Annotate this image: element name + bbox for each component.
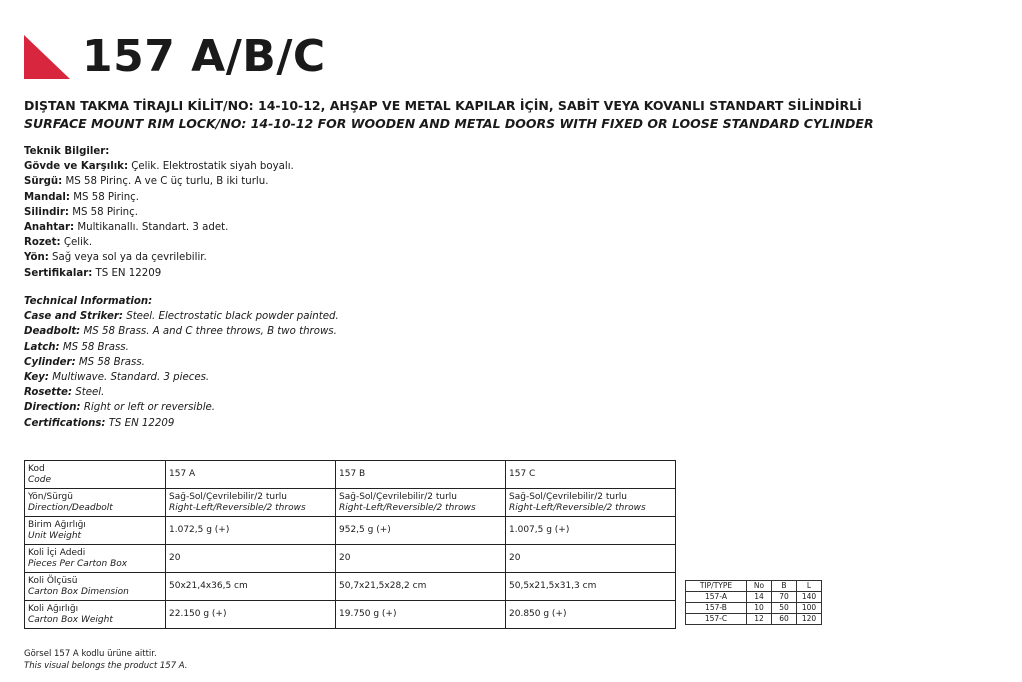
spec-label: Yön: — [24, 252, 49, 264]
spec-line — [24, 340, 339, 355]
cell-text: 157 C — [509, 469, 536, 479]
spec-line — [24, 174, 294, 189]
cell-text: 20 — [509, 553, 521, 563]
cell-text: 50x21,4x36,5 cm — [169, 581, 248, 591]
spec-line — [24, 400, 339, 415]
dims-cell: 12 — [747, 614, 772, 625]
cell-text: Sağ-Sol/Çevrilebilir/2 turlu — [169, 491, 287, 502]
spec-label: Gövde ve Karşılık: — [24, 161, 129, 173]
table-cell — [336, 489, 506, 517]
spec-value: Çelik. — [60, 237, 93, 249]
dims-cell: 70 — [772, 592, 797, 603]
table-row — [25, 517, 676, 545]
spec-value: Steel. Electrostatic black powder painted. — [122, 311, 339, 323]
technical-specs-tr — [24, 144, 294, 281]
cell-text: 20 — [169, 553, 181, 563]
table-cell — [506, 601, 676, 629]
dims-cell: B — [772, 581, 797, 592]
image-footnote — [24, 648, 187, 672]
row-label-tr: Kod — [28, 463, 45, 474]
row-label-en: Direction/Deadbolt — [28, 502, 113, 513]
cell-text: 50,7x21,5x28,2 cm — [339, 581, 427, 591]
spec-value: MS 58 Brass. A and C three throws, B two throws. — [80, 326, 337, 338]
spec-value: TS EN 12209 — [92, 267, 162, 279]
table-cell — [336, 461, 506, 489]
row-label-en: Pieces Per Carton Box — [28, 558, 128, 569]
spec-line — [24, 205, 294, 220]
spec-label: Cylinder: — [24, 356, 76, 368]
spec-line — [24, 324, 339, 339]
cell-text: Right-Left/Reversible/2 throws — [339, 502, 476, 513]
table-cell — [506, 545, 676, 573]
spec-value: MS 58 Pirinç. A ve C üç turlu, B iki turlu. — [62, 176, 269, 188]
dims-cell: 157-C — [686, 614, 747, 625]
spec-label: Deadbolt: — [24, 326, 81, 338]
table-cell — [506, 573, 676, 601]
table-cell — [336, 573, 506, 601]
cell-text: 22.150 g (+) — [169, 609, 227, 619]
specs-heading: Technical Information: — [24, 296, 153, 307]
row-label — [25, 545, 166, 573]
dims-row — [686, 614, 822, 625]
cell-text: 20 — [339, 553, 351, 563]
spec-label: Rosette: — [24, 387, 73, 399]
cell-text: 19.750 g (+) — [339, 609, 397, 619]
product-description-tr: DIŞTAN TAKMA TİRAJLI KİLİT/NO: 14-10-12, AHŞAP VE METAL KAPILAR İÇİN, SABİT VEYA KOVANLI STANDART SİLİNDİRLİ — [24, 98, 862, 113]
spec-line — [24, 385, 339, 400]
row-label — [25, 461, 166, 489]
spec-line — [24, 159, 294, 174]
cell-text: 952,5 g (+) — [339, 525, 391, 535]
spec-label: Certifications: — [24, 417, 106, 429]
table-cell — [336, 545, 506, 573]
dims-cell: 14 — [747, 592, 772, 603]
spec-label: Mandal: — [24, 191, 70, 203]
dims-cell: 140 — [797, 592, 822, 603]
dims-cell: 120 — [797, 614, 822, 625]
spec-line — [24, 355, 339, 370]
table-cell — [166, 517, 336, 545]
product-description-en: SURFACE MOUNT RIM LOCK/NO: 14-10-12 FOR WOODEN AND METAL DOORS WITH FIXED OR LOOSE STANDARD CYLINDER — [24, 116, 874, 131]
row-label-tr: Yön/Sürgü — [28, 491, 73, 502]
spec-label: Case and Striker: — [24, 311, 123, 323]
spec-label: Sürgü: — [24, 176, 63, 188]
table-cell — [506, 489, 676, 517]
spec-line — [24, 309, 339, 324]
product-specs-table — [24, 460, 676, 629]
cell-text: 157 A — [169, 469, 196, 479]
row-label — [25, 601, 166, 629]
table-row — [25, 461, 676, 489]
dims-cell: 60 — [772, 614, 797, 625]
spec-label: Key: — [24, 372, 49, 384]
dims-row — [686, 592, 822, 603]
cell-text: Sağ-Sol/Çevrilebilir/2 turlu — [339, 491, 457, 502]
dims-row — [686, 603, 822, 614]
dims-cell: TIP/TYPE — [686, 581, 747, 592]
row-label-en: Carton Box Weight — [28, 614, 113, 625]
dims-cell: L — [797, 581, 822, 592]
table-row — [25, 573, 676, 601]
table-row — [25, 545, 676, 573]
dims-cell: 50 — [772, 603, 797, 614]
row-label-tr: Koli Ağırlığı — [28, 603, 79, 614]
spec-line — [24, 190, 294, 205]
table-cell — [506, 517, 676, 545]
spec-value: MS 58 Pirinç. — [70, 191, 139, 203]
spec-value: MS 58 Brass. — [75, 356, 145, 368]
dimensions-table — [685, 580, 822, 625]
spec-line — [24, 235, 294, 250]
dims-cell: No — [747, 581, 772, 592]
spec-value: Right or left or reversible. — [80, 402, 216, 414]
dims-cell: 157-A — [686, 592, 747, 603]
technical-specs-en — [24, 294, 339, 431]
dims-cell: 10 — [747, 603, 772, 614]
table-cell — [336, 601, 506, 629]
dims-cell: 157-B — [686, 603, 747, 614]
cell-text: 157 B — [339, 469, 366, 479]
cell-text: Sağ-Sol/Çevrilebilir/2 turlu — [509, 491, 627, 502]
footnote-en: This visual belongs the product 157 A. — [24, 661, 188, 671]
spec-value: Multiwave. Standard. 3 pieces. — [48, 372, 210, 384]
cell-text: 50,5x21,5x31,3 cm — [509, 581, 597, 591]
row-label-en: Code — [28, 474, 52, 485]
table-row — [25, 489, 676, 517]
table-cell — [166, 601, 336, 629]
spec-line — [24, 220, 294, 235]
table-cell — [166, 545, 336, 573]
cell-text: 1.007,5 g (+) — [509, 525, 570, 535]
cell-text: Right-Left/Reversible/2 throws — [509, 502, 646, 513]
table-cell — [336, 517, 506, 545]
spec-line — [24, 370, 339, 385]
row-label-tr: Birim Ağırlığı — [28, 519, 86, 530]
table-cell — [166, 489, 336, 517]
spec-line — [24, 266, 294, 281]
row-label — [25, 489, 166, 517]
row-label-en: Unit Weight — [28, 530, 82, 541]
spec-label: Silindir: — [24, 206, 69, 218]
dims-header-row — [686, 581, 822, 592]
spec-value: MS 58 Brass. — [59, 341, 129, 353]
row-label-tr: Koli Ölçüsü — [28, 575, 78, 586]
spec-label: Rozet: — [24, 237, 61, 249]
cell-text: 20.850 g (+) — [509, 609, 567, 619]
specs-heading: Teknik Bilgiler: — [24, 146, 110, 157]
table-cell — [166, 461, 336, 489]
spec-value: Çelik. Elektrostatik siyah boyalı. — [128, 161, 294, 173]
spec-label: Sertifikalar: — [24, 267, 93, 279]
spec-label: Latch: — [24, 341, 60, 353]
row-label-en: Carton Box Dimension — [28, 586, 129, 597]
cell-text: Right-Left/Reversible/2 throws — [169, 502, 306, 513]
page-title: 157 A/B/C — [82, 31, 326, 82]
table-cell — [506, 461, 676, 489]
spec-label: Anahtar: — [24, 222, 75, 234]
table-cell — [166, 573, 336, 601]
spec-value: Sağ veya sol ya da çevrilebilir. — [48, 252, 207, 264]
row-label-tr: Koli İçi Adedi — [28, 547, 86, 558]
spec-label: Direction: — [24, 402, 81, 414]
row-label — [25, 573, 166, 601]
cell-text: 1.072,5 g (+) — [169, 525, 230, 535]
spec-value: TS EN 12209 — [105, 417, 175, 429]
row-label — [25, 517, 166, 545]
footnote-tr: Görsel 157 A kodlu ürüne aittir. — [24, 649, 157, 659]
spec-value: MS 58 Pirinç. — [68, 206, 138, 218]
dims-cell: 100 — [797, 603, 822, 614]
brand-triangle-icon — [24, 35, 70, 79]
spec-line — [24, 250, 294, 265]
table-row — [25, 601, 676, 629]
spec-value: Steel. — [72, 387, 105, 399]
spec-line — [24, 416, 339, 431]
spec-value: Multikanallı. Standart. 3 adet. — [74, 222, 229, 234]
